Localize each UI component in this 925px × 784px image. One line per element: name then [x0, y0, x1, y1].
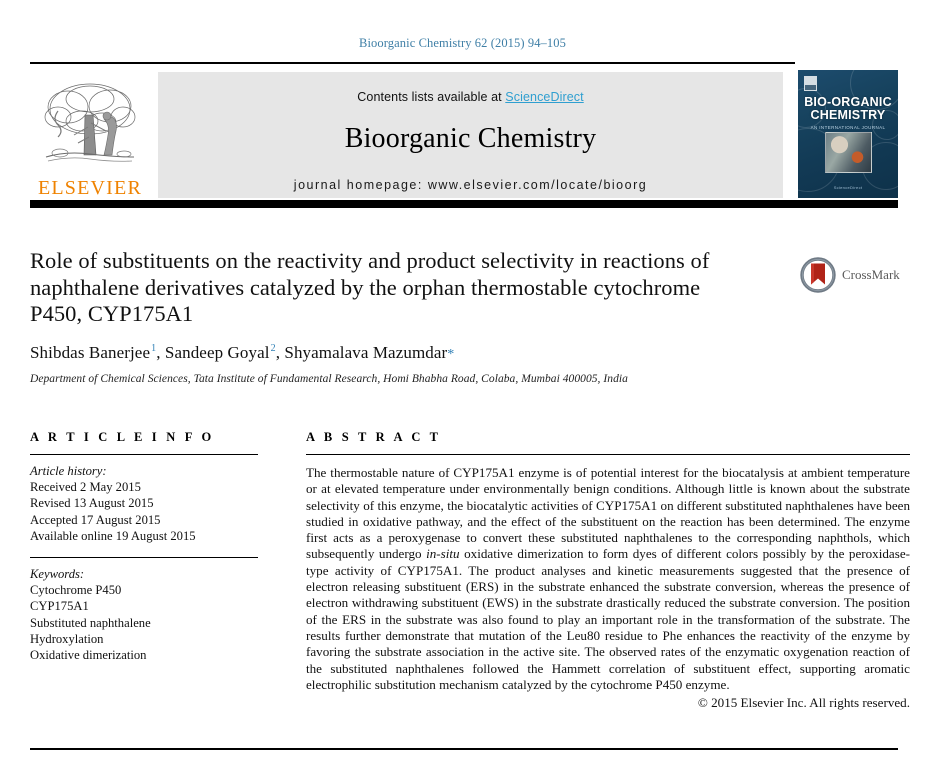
article-info-column [30, 430, 258, 663]
abstract-divider [306, 454, 910, 455]
author-name[interactable]: Sandeep Goyal [164, 342, 270, 362]
author-affiliation: Department of Chemical Sciences, Tata Institute of Fundamental Research, Homi Bhabha Road, Colaba, Mumbai 400005, India [30, 372, 628, 385]
elsevier-wordmark: ELSEVIER [37, 177, 143, 199]
abstract-text [306, 465, 910, 693]
journal-header-panel [158, 72, 783, 198]
crossmark-badge[interactable] [800, 255, 910, 295]
contents-lists-prefix: Contents lists available at [357, 90, 506, 104]
journal-masthead [30, 62, 895, 202]
corresponding-author-marker: * [447, 346, 455, 362]
journal-title: Bioorganic Chemistry [344, 123, 597, 154]
abstract-part-2: oxidative dimerization to form dyes of different colors possibly by the peroxidase-type activity of CYP175A1. The product analyses and kinetic measurements suggested that the presence of electron releasing substituent (ERS) in the substrate enhanced the substrate conversion, whereas the presence of electron withdrawing substituent (EWS) in the substrate drastically reduced the substrate conversion. The position of the ERS in the substrate was also found to play an important role in the transformation of the substrate. The results further demonstrate that mutation of the Leu80 residue to Phe enhances the reactivity of the enzyme by favoring the substrate association in the active site. The observed rates of the enzymatic oxygenation reaction of the substituted naphthalenes followed the Hammett correlation of substituent effect, supporting aromatic electrophilic substitution mechanism catalyzed by the cytochrome P450 enzyme. [306, 546, 910, 692]
cover-title-line1: BIO-ORGANIC [804, 95, 892, 109]
author-list: Shibdas Banerjee$^1$, Sandeep Goyal$^2$, Shyamalava Mazumdar* [30, 342, 455, 362]
keyword-item[interactable]: Cytochrome P450 [30, 583, 122, 598]
copyright-line: © 2015 Elsevier Inc. All rights reserved. [697, 695, 910, 711]
author-name[interactable]: Shyamalava Mazumdar [284, 342, 448, 362]
sciencedirect-link[interactable]: ScienceDirect [505, 90, 584, 104]
article-history-item: Received 2 May 2015 [30, 480, 141, 495]
article-history-item: Accepted 17 August 2015 [30, 512, 161, 527]
cover-title-line2: CHEMISTRY [810, 108, 886, 122]
abstract-column [306, 430, 910, 711]
keyword-item[interactable]: Substituted naphthalene [30, 615, 151, 630]
author-name[interactable]: Shibdas Banerjee [30, 342, 151, 362]
author-affiliation-marker: 1 [151, 342, 157, 354]
keywords-title: Keywords: [30, 567, 85, 582]
page-title: Role of substituents on the reactivity and product selectivity in reactions of naphthalene derivatives catalyzed by the orphan thermostable cytochrome P450, CYP175A1 [30, 248, 710, 326]
article-title-block [30, 248, 730, 385]
article-info-heading: A R T I C L E I N F O [30, 430, 215, 444]
masthead-bottom-thick-rule [30, 200, 898, 208]
page-bottom-rule [30, 748, 898, 750]
crossmark-label: CrossMark [842, 267, 900, 282]
article-history-item: Revised 13 August 2015 [30, 496, 154, 511]
author-affiliation-marker: 2 [270, 342, 276, 354]
keyword-item[interactable]: Oxidative dimerization [30, 648, 147, 663]
abstract-italic-term: in-situ [426, 546, 460, 562]
cover-elsevier-mark-icon [804, 76, 817, 91]
cover-title [798, 96, 898, 122]
article-history-group [30, 463, 258, 558]
article-info-divider [30, 454, 258, 455]
keywords-group [30, 566, 258, 663]
masthead-top-rule [30, 62, 795, 64]
article-history-item: Available online 19 August 2015 [30, 528, 196, 543]
article-history-divider [30, 557, 258, 558]
journal-homepage-line[interactable]: journal homepage: www.elsevier.com/locate/bioorg [293, 178, 648, 192]
elsevier-tree-icon [38, 77, 142, 177]
abstract-heading: A B S T R A C T [306, 430, 442, 444]
cover-footer-text: ScienceDirect [833, 185, 863, 190]
running-head-journal-citation: Bioorganic Chemistry 62 (2015) 94–105 [359, 36, 566, 50]
crossmark-icon [800, 257, 836, 293]
journal-cover-thumbnail[interactable] [798, 70, 898, 198]
cover-subtitle: AN INTERNATIONAL JOURNAL [810, 125, 886, 130]
keyword-item[interactable]: CYP175A1 [30, 599, 89, 614]
cover-artwork-image [825, 132, 872, 173]
article-history-title: Article history: [30, 464, 107, 478]
keyword-item[interactable]: Hydroxylation [30, 631, 104, 646]
elsevier-logo [30, 72, 150, 198]
abstract-part-1: The thermostable nature of CYP175A1 enzyme is of potential interest for the biocatalysis at ambient temperature or at elevated temperature under environmentally benign conditions. Although little is known about the substrate selectivity of this enzyme, the biocatalytic activities of CYP175A1 on different substituted naphthalenes have been studied in oxidative pathway, and the effect of the substituent on the reaction has been determined. The enzyme first acts as a peroxygenase to convert these substituted naphthalenes to the corresponding naphthols, which subsequently undergo [306, 465, 910, 562]
contents-lists-line [158, 72, 783, 104]
